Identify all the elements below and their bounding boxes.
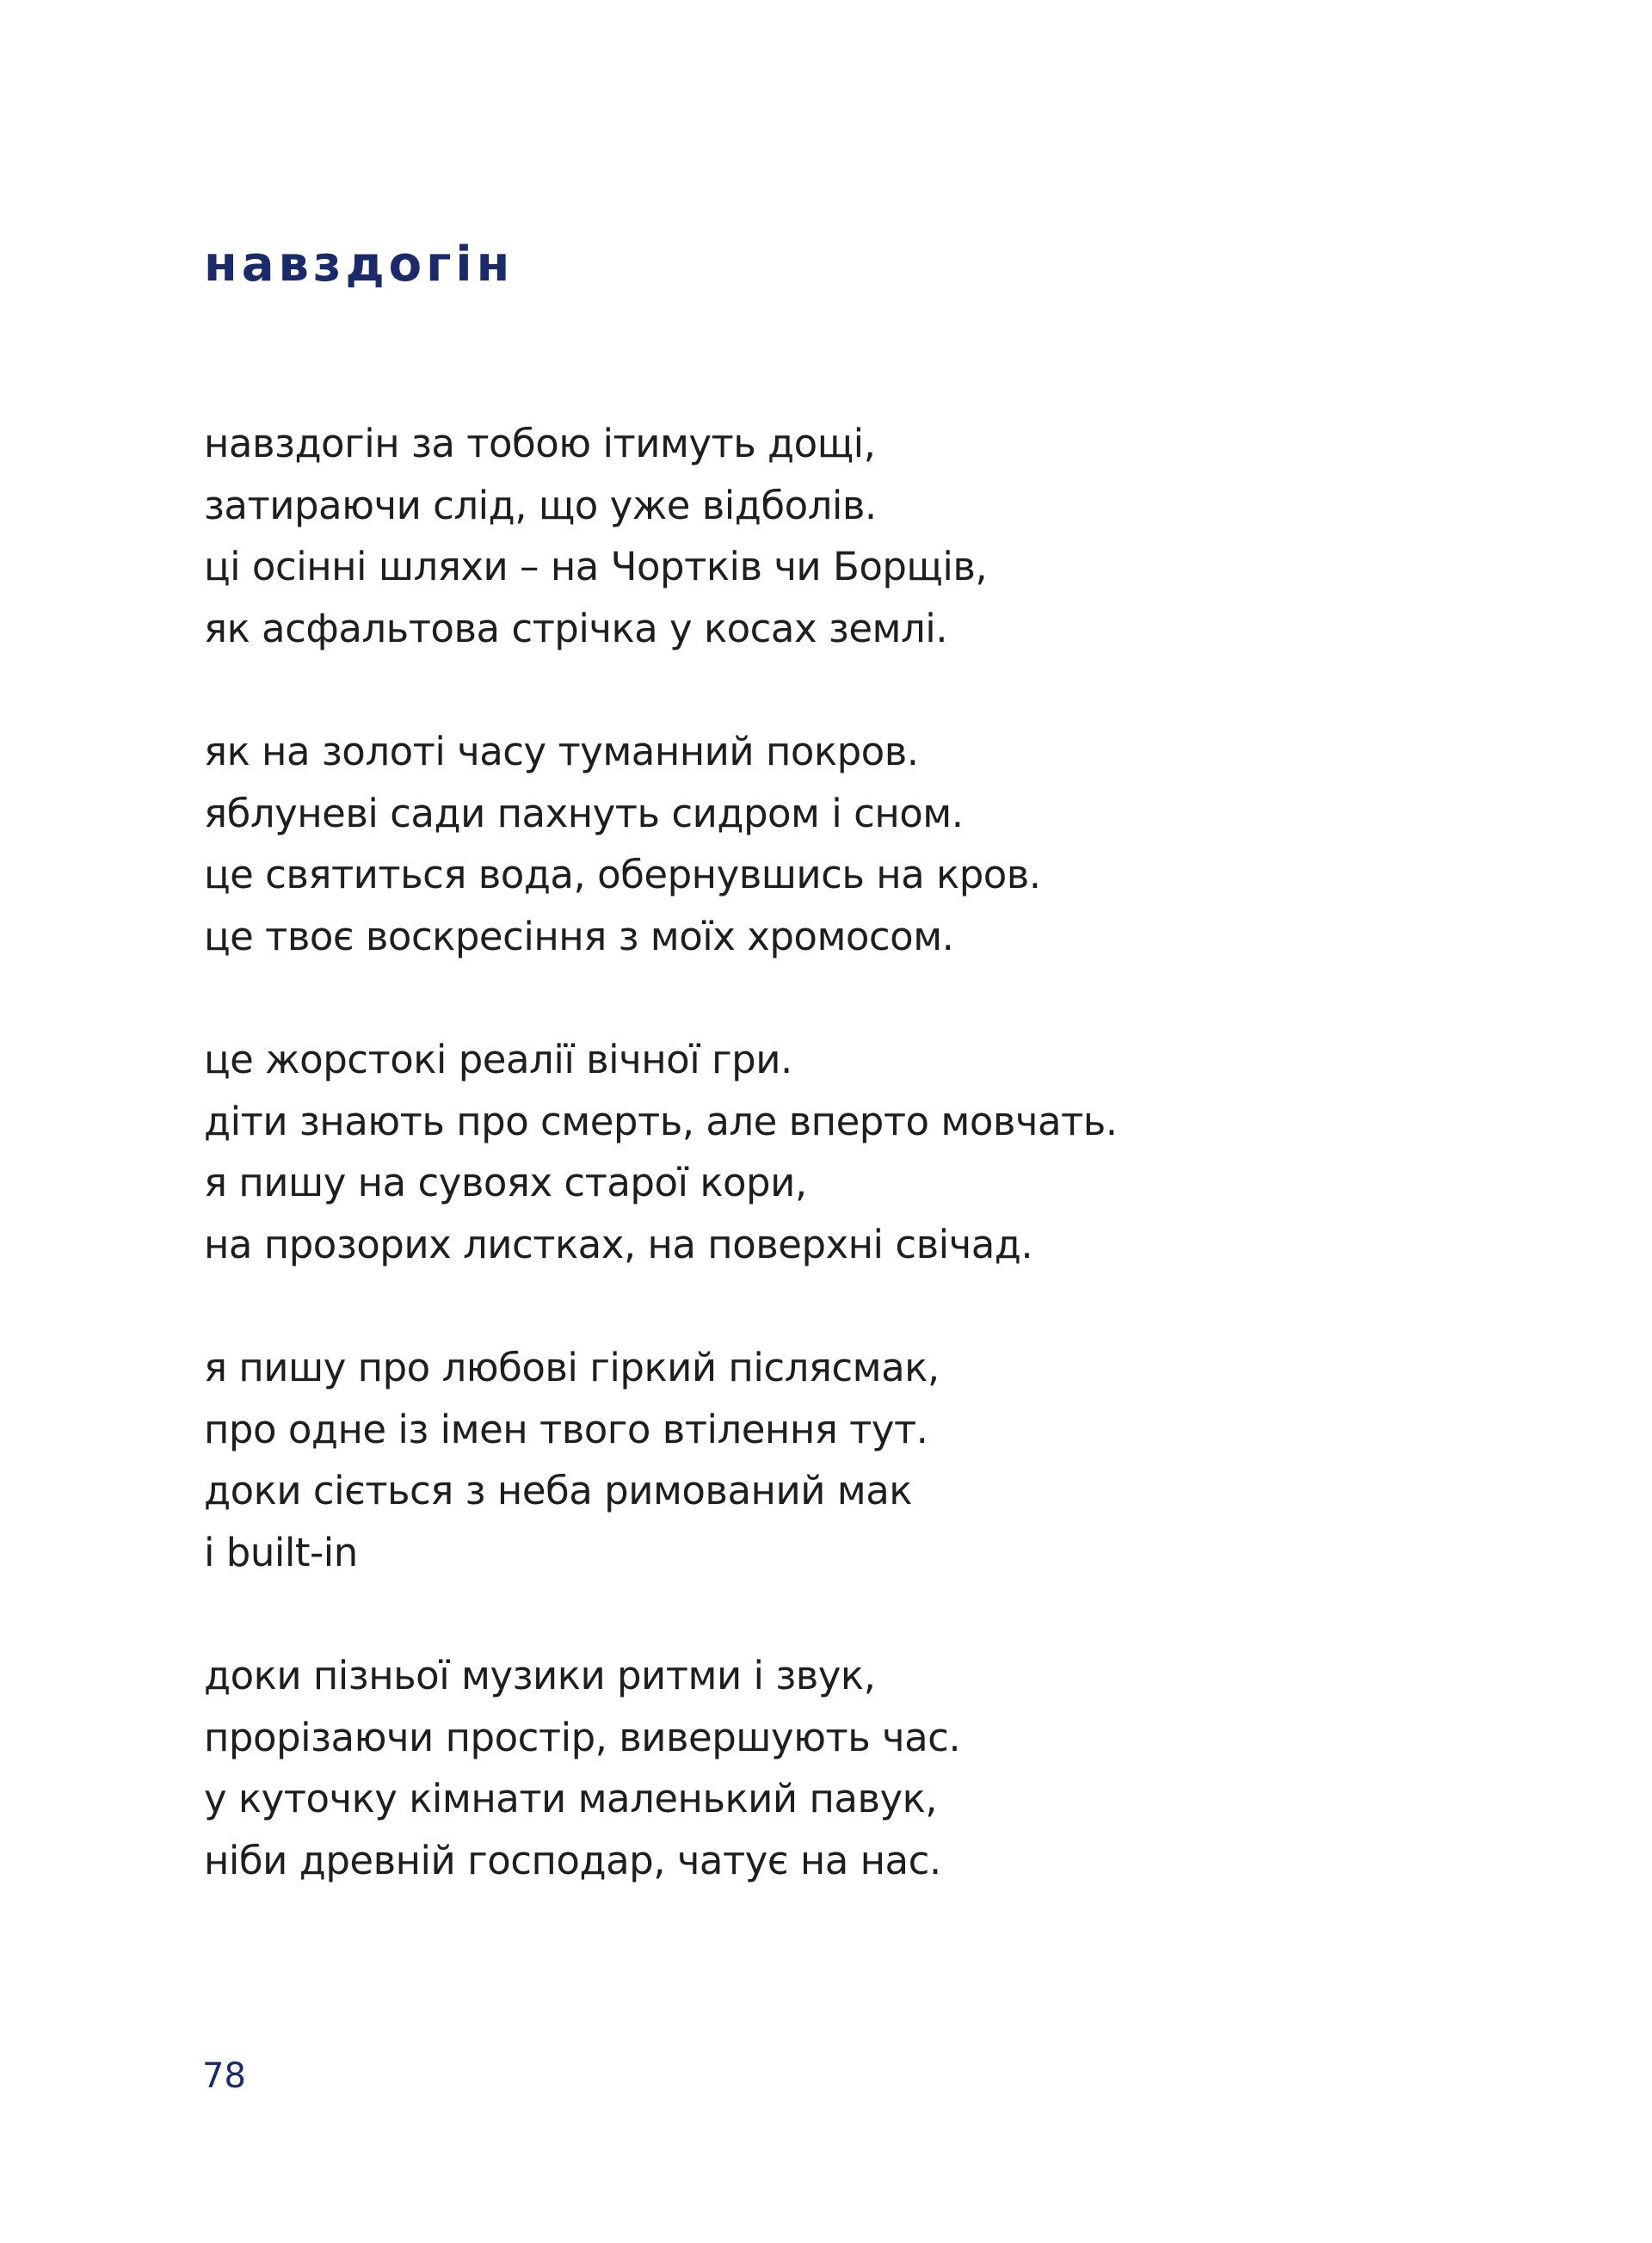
- poem-line: доки пізньої музики ритми і звук,: [204, 1653, 876, 1698]
- poem-line: у куточку кімнати маленький павук,: [204, 1776, 938, 1821]
- poem-line: як асфальтова стрічка у косах землі.: [204, 605, 948, 651]
- stanza-1: [204, 413, 1495, 659]
- page-number: 78: [202, 2056, 246, 2096]
- poem-line: це святиться вода, обернувшись на кров.: [204, 852, 1041, 897]
- stanza-2: [204, 721, 1495, 967]
- poem-title: навздогін: [204, 237, 515, 293]
- poem-line: навздогін за тобою ітимуть дощі,: [204, 421, 876, 466]
- poem-line: прорізаючи простір, вивершують час.: [204, 1714, 961, 1760]
- poem-line: на прозорих листках, на поверхні свічад.: [204, 1221, 1033, 1267]
- poem-line: ніби древній господар, чатує на нас.: [204, 1837, 941, 1883]
- poem-line: я пишу про любові гіркий післясмак,: [204, 1345, 940, 1390]
- poem-line: я пишу на сувоях старої кори,: [204, 1160, 807, 1205]
- poem-line: про одне із імен твого втілення тут.: [204, 1406, 928, 1452]
- poem-line: і built-in: [204, 1529, 358, 1575]
- poem-line: це твоє воскресіння з моїх хромосом.: [204, 913, 954, 959]
- stanza-5: [204, 1645, 1495, 1891]
- stanza-3: [204, 1029, 1495, 1275]
- poem-line: це жорстокі реалії вічної гри.: [204, 1037, 792, 1082]
- poem-line: затираючи слід, що уже відболів.: [204, 482, 877, 528]
- poem-line: ці осінні шляхи – на Чортків чи Борщів,: [204, 544, 988, 589]
- poem-line: доки сіється з неба римований мак: [204, 1468, 912, 1513]
- stanza-4: [204, 1337, 1495, 1583]
- poem-line: яблуневі сади пахнуть сидром і сном.: [204, 790, 964, 836]
- poem-line: діти знають про смерть, але вперто мовчать.: [204, 1098, 1118, 1144]
- poem-line: як на золоті часу туманний покров.: [204, 729, 919, 774]
- poem-body: [204, 413, 1495, 1953]
